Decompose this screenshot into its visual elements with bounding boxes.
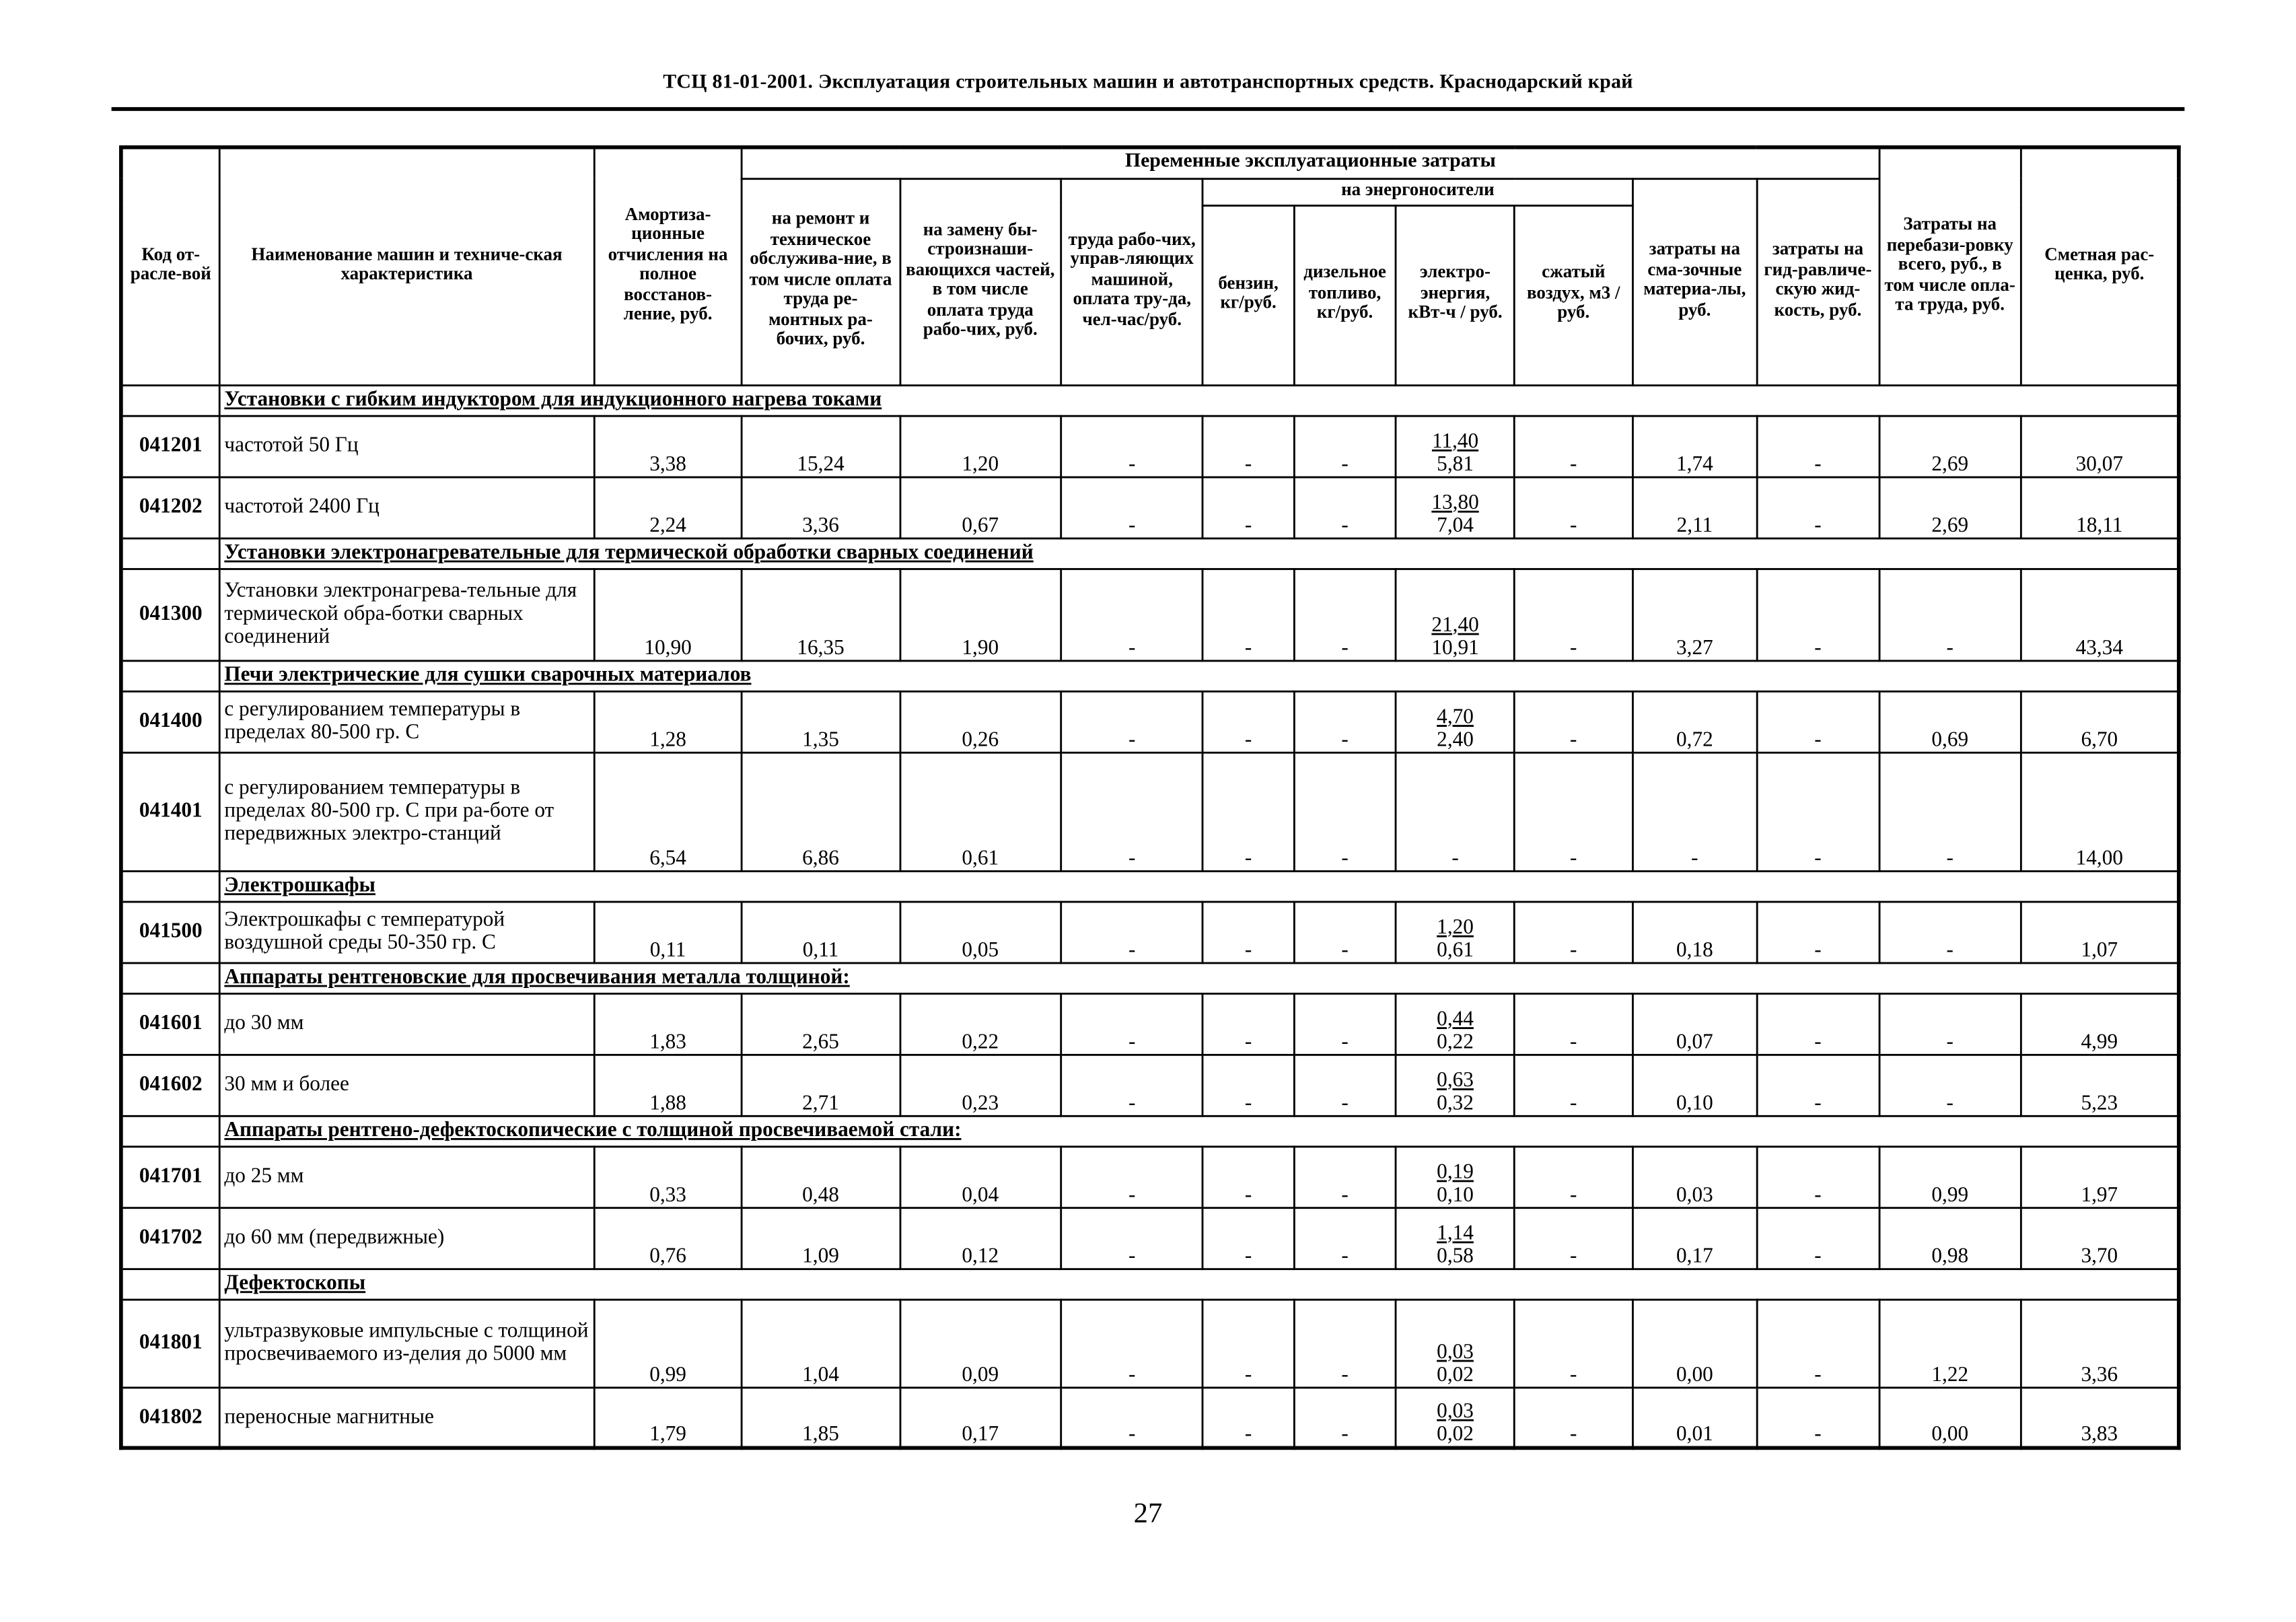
cell-hydraulic: - <box>1757 1145 1879 1207</box>
electric-rub: 0,61 <box>1437 938 1474 962</box>
cell-air: - <box>1514 1299 1633 1387</box>
cell-petrol: - <box>1203 752 1294 870</box>
cell-labor: - <box>1061 1207 1203 1268</box>
cell-estimate: 1,97 <box>2021 1145 2179 1207</box>
electric-kwh: 13,80 <box>1431 490 1479 514</box>
cell-hydraulic: - <box>1757 752 1879 870</box>
row-code: 041702 <box>121 1207 219 1268</box>
row-code: 041401 <box>121 752 219 870</box>
cell-rebase: - <box>1879 1054 2021 1115</box>
cell-air: - <box>1514 1054 1633 1115</box>
cell-electric <box>1396 691 1515 752</box>
cell-amort: 1,28 <box>594 691 742 752</box>
group-title: Аппараты рентгеновские для просвечивания металла толщиной: <box>219 962 2179 993</box>
cell-rebase: 0,69 <box>1879 691 2021 752</box>
electric-rub: 10,91 <box>1431 635 1479 660</box>
cell-lubricant: - <box>1633 752 1757 870</box>
cell-rebase: 2,69 <box>1879 477 2021 538</box>
cell-diesel: - <box>1293 993 1396 1054</box>
cell-lubricant: 1,74 <box>1633 415 1757 477</box>
cell-amort: 0,33 <box>594 1145 742 1207</box>
cell-rebase: 0,98 <box>1879 1207 2021 1268</box>
electric-kwh: 0,44 <box>1437 1007 1474 1030</box>
cell-repair: 0,48 <box>742 1145 899 1207</box>
cell-air: - <box>1514 1386 1633 1448</box>
cell-diesel: - <box>1293 1386 1396 1448</box>
cell-air: - <box>1514 901 1633 962</box>
electric-kwh: 11,40 <box>1431 429 1479 453</box>
cell-lubricant: 0,01 <box>1633 1386 1757 1448</box>
cell-hydraulic: - <box>1757 415 1879 477</box>
row-code: 041300 <box>121 568 219 660</box>
cell-electric <box>1396 752 1515 870</box>
electric-rub: 7,04 <box>1437 514 1474 537</box>
electric-rub: 0,32 <box>1437 1091 1474 1115</box>
cell-amort: 10,90 <box>594 568 742 660</box>
col-hydraulic-header: затраты на гид-равличе-скую жид-кость, руб. <box>1757 178 1879 384</box>
group-code-blank <box>121 384 219 415</box>
col-electric-header: электро-энергия, кВт-ч / руб. <box>1396 205 1515 384</box>
cell-labor: - <box>1061 1386 1203 1448</box>
cell-rebase: 0,00 <box>1879 1386 2021 1448</box>
cell-electric <box>1396 1207 1515 1268</box>
row-name: с регулированием температуры в пределах 80-500 гр. С <box>219 691 594 752</box>
page-number: 27 <box>1133 1500 1163 1530</box>
row-code: 041801 <box>121 1299 219 1387</box>
group-code-blank <box>121 962 219 993</box>
electric-kwh: 0,19 <box>1437 1160 1474 1183</box>
cell-lubricant: 0,07 <box>1633 993 1757 1054</box>
cell-amort: 0,76 <box>594 1207 742 1268</box>
document-header: ТСЦ 81-01-2001. Эксплуатация строительных машин и автотранспортных средств. Краснодарский край <box>663 72 1633 94</box>
row-name: Установки электронагрева-тельные для термической обра-ботки сварных соединений <box>219 568 594 660</box>
row-name: частотой 2400 Гц <box>219 477 594 538</box>
cell-repair: 2,65 <box>742 993 899 1054</box>
col-diesel-header: дизельное топливо, кг/руб. <box>1293 205 1396 384</box>
cell-lubricant: 0,03 <box>1633 1145 1757 1207</box>
group-code-blank <box>121 660 219 690</box>
electric-rub: - <box>1451 846 1459 870</box>
col-name-header: Наименование машин и техниче-ская характеристика <box>219 147 594 384</box>
col-lubricant-header: затраты на сма-зочные материа-лы, руб. <box>1633 178 1757 384</box>
group-title: Печи электрические для сушки сварочных материалов <box>219 660 2179 690</box>
cell-rebase: 0,99 <box>1879 1145 2021 1207</box>
cell-amort: 2,24 <box>594 477 742 538</box>
cell-estimate: 5,23 <box>2021 1054 2179 1115</box>
cell-lubricant: 0,00 <box>1633 1299 1757 1387</box>
row-code: 041201 <box>121 415 219 477</box>
electric-kwh: 1,20 <box>1437 915 1474 938</box>
cell-air: - <box>1514 477 1633 538</box>
col-variable-group-header: Переменные эксплуатационные затраты <box>742 147 1879 178</box>
cell-rebase: - <box>1879 993 2021 1054</box>
group-code-blank <box>121 538 219 568</box>
electric-kwh: 0,03 <box>1437 1339 1474 1363</box>
cell-air: - <box>1514 993 1633 1054</box>
cell-labor: - <box>1061 1145 1203 1207</box>
col-energy-group-header: на энергоносители <box>1203 178 1633 205</box>
cell-repair: 3,36 <box>742 477 899 538</box>
cell-parts: 0,09 <box>900 1299 1061 1387</box>
cell-hydraulic: - <box>1757 568 1879 660</box>
cell-diesel: - <box>1293 901 1396 962</box>
cell-amort: 1,79 <box>594 1386 742 1448</box>
cell-electric <box>1396 1145 1515 1207</box>
cell-labor: - <box>1061 568 1203 660</box>
cell-hydraulic: - <box>1757 901 1879 962</box>
cell-electric <box>1396 568 1515 660</box>
cell-hydraulic: - <box>1757 1207 1879 1268</box>
cell-parts: 0,26 <box>900 691 1061 752</box>
cell-repair: 1,35 <box>742 691 899 752</box>
electric-kwh: 0,03 <box>1437 1400 1474 1423</box>
row-name: с регулированием температуры в пределах 80-500 гр. С при ра-боте от передвижных электро-станций <box>219 752 594 870</box>
cell-petrol: - <box>1203 1054 1294 1115</box>
cell-hydraulic: - <box>1757 691 1879 752</box>
cell-petrol: - <box>1203 415 1294 477</box>
cell-labor: - <box>1061 752 1203 870</box>
cell-parts: 0,61 <box>900 752 1061 870</box>
group-title: Установки электронагревательные для термической обработки сварных соединений <box>219 538 2179 568</box>
col-amort-header: Амортиза-ционные отчисления на полное восстанов-ление, руб. <box>594 147 742 384</box>
cell-air: - <box>1514 1145 1633 1207</box>
row-code: 041500 <box>121 901 219 962</box>
cell-petrol: - <box>1203 993 1294 1054</box>
cell-amort: 0,11 <box>594 901 742 962</box>
cell-repair: 0,11 <box>742 901 899 962</box>
cell-amort: 6,54 <box>594 752 742 870</box>
cell-diesel: - <box>1293 415 1396 477</box>
cell-diesel: - <box>1293 1145 1396 1207</box>
group-title: Электрошкафы <box>219 870 2179 901</box>
cell-electric <box>1396 901 1515 962</box>
electric-rub: 0,58 <box>1437 1244 1474 1267</box>
row-name: 30 мм и более <box>219 1054 594 1115</box>
cell-lubricant: 2,11 <box>1633 477 1757 538</box>
cell-estimate: 4,99 <box>2021 993 2179 1054</box>
cell-estimate: 30,07 <box>2021 415 2179 477</box>
cell-parts: 0,23 <box>900 1054 1061 1115</box>
cell-parts: 0,17 <box>900 1386 1061 1448</box>
cell-estimate: 3,70 <box>2021 1207 2179 1268</box>
col-estimate-header: Сметная рас-ценка, руб. <box>2021 147 2179 384</box>
cell-petrol: - <box>1203 1299 1294 1387</box>
row-code: 041701 <box>121 1145 219 1207</box>
cell-petrol: - <box>1203 691 1294 752</box>
cell-repair: 6,86 <box>742 752 899 870</box>
cell-labor: - <box>1061 477 1203 538</box>
electric-kwh: 21,40 <box>1431 612 1479 636</box>
cell-repair: 1,04 <box>742 1299 899 1387</box>
row-name: до 30 мм <box>219 993 594 1054</box>
cell-petrol: - <box>1203 568 1294 660</box>
col-repair-header: на ремонт и техническое обслужива-ние, в том числе оплата труда ре-монтных ра-бочих, руб. <box>742 178 899 384</box>
electric-rub: 0,02 <box>1437 1362 1474 1386</box>
electric-kwh: 1,14 <box>1437 1221 1474 1244</box>
cell-labor: - <box>1061 1299 1203 1387</box>
cell-repair: 15,24 <box>742 415 899 477</box>
row-code: 041602 <box>121 1054 219 1115</box>
cell-estimate: 14,00 <box>2021 752 2179 870</box>
cell-hydraulic: - <box>1757 1299 1879 1387</box>
rates-table <box>119 145 2181 1450</box>
cell-diesel: - <box>1293 1299 1396 1387</box>
cell-air: - <box>1514 752 1633 870</box>
cell-diesel: - <box>1293 691 1396 752</box>
cell-amort: 1,83 <box>594 993 742 1054</box>
cell-repair: 16,35 <box>742 568 899 660</box>
row-name: до 60 мм (передвижные) <box>219 1207 594 1268</box>
cell-rebase: - <box>1879 568 2021 660</box>
cell-electric <box>1396 477 1515 538</box>
cell-diesel: - <box>1293 752 1396 870</box>
row-code: 041802 <box>121 1386 219 1448</box>
cell-petrol: - <box>1203 1386 1294 1448</box>
row-name: переносные магнитные <box>219 1386 594 1448</box>
cell-petrol: - <box>1203 477 1294 538</box>
col-petrol-header: бензин, кг/руб. <box>1203 205 1294 384</box>
col-parts-header: на замену бы-строизнаши-вающихся частей, в том числе оплата труда рабо-чих, руб. <box>900 178 1061 384</box>
cell-air: - <box>1514 415 1633 477</box>
cell-petrol: - <box>1203 1207 1294 1268</box>
cell-diesel: - <box>1293 1054 1396 1115</box>
cell-rebase: - <box>1879 752 2021 870</box>
cell-repair: 1,85 <box>742 1386 899 1448</box>
cell-air: - <box>1514 568 1633 660</box>
electric-rub: 0,02 <box>1437 1423 1474 1446</box>
cell-electric <box>1396 1054 1515 1115</box>
cell-rebase: 1,22 <box>1879 1299 2021 1387</box>
cell-air: - <box>1514 1207 1633 1268</box>
cell-estimate: 6,70 <box>2021 691 2179 752</box>
col-labor-header: труда рабо-чих, управ-ляющих машиной, оплата тру-да, чел-час/руб. <box>1061 178 1203 384</box>
cell-electric <box>1396 993 1515 1054</box>
cell-electric <box>1396 1386 1515 1448</box>
col-air-header: сжатый воздух, м3 / руб. <box>1514 205 1633 384</box>
electric-rub: 5,81 <box>1437 452 1474 476</box>
cell-amort: 0,99 <box>594 1299 742 1387</box>
cell-hydraulic: - <box>1757 993 1879 1054</box>
cell-labor: - <box>1061 993 1203 1054</box>
electric-kwh: 0,63 <box>1437 1068 1474 1092</box>
cell-parts: 0,05 <box>900 901 1061 962</box>
cell-repair: 2,71 <box>742 1054 899 1115</box>
cell-estimate: 3,36 <box>2021 1299 2179 1387</box>
cell-amort: 1,88 <box>594 1054 742 1115</box>
cell-parts: 0,67 <box>900 477 1061 538</box>
cell-repair: 1,09 <box>742 1207 899 1268</box>
col-rebase-header: Затраты на перебази-ровку всего, руб., в том числе опла-та труда, руб. <box>1879 147 2021 384</box>
electric-rub: 0,22 <box>1437 1030 1474 1053</box>
cell-estimate: 3,83 <box>2021 1386 2179 1448</box>
cell-hydraulic: - <box>1757 1054 1879 1115</box>
cell-amort: 3,38 <box>594 415 742 477</box>
cell-hydraulic: - <box>1757 1386 1879 1448</box>
cell-diesel: - <box>1293 568 1396 660</box>
row-code: 041202 <box>121 477 219 538</box>
cell-labor: - <box>1061 1054 1203 1115</box>
row-code: 041400 <box>121 691 219 752</box>
col-code-header: Код от-расле-вой <box>121 147 219 384</box>
electric-rub: 2,40 <box>1437 728 1474 751</box>
cell-petrol: - <box>1203 901 1294 962</box>
electric-kwh: 4,70 <box>1437 705 1474 728</box>
cell-lubricant: 0,17 <box>1633 1207 1757 1268</box>
cell-electric <box>1396 415 1515 477</box>
row-name: Электрошкафы с температурой воздушной среды 50-350 гр. С <box>219 901 594 962</box>
cell-estimate: 43,34 <box>2021 568 2179 660</box>
cell-petrol: - <box>1203 1145 1294 1207</box>
cell-lubricant: 3,27 <box>1633 568 1757 660</box>
cell-parts: 1,90 <box>900 568 1061 660</box>
cell-rebase: 2,69 <box>1879 415 2021 477</box>
cell-lubricant: 0,72 <box>1633 691 1757 752</box>
cell-air: - <box>1514 691 1633 752</box>
cell-lubricant: 0,18 <box>1633 901 1757 962</box>
cell-estimate: 1,07 <box>2021 901 2179 962</box>
cell-diesel: - <box>1293 1207 1396 1268</box>
cell-hydraulic: - <box>1757 477 1879 538</box>
row-name: ультразвуковые импульсные с толщиной просвечиваемого из-делия до 5000 мм <box>219 1299 594 1387</box>
group-title: Дефектоскопы <box>219 1268 2179 1298</box>
cell-lubricant: 0,10 <box>1633 1054 1757 1115</box>
cell-parts: 0,12 <box>900 1207 1061 1268</box>
group-title: Аппараты рентгено-дефектоскопические с толщиной просвечиваемой стали: <box>219 1115 2179 1145</box>
cell-parts: 0,22 <box>900 993 1061 1054</box>
cell-parts: 1,20 <box>900 415 1061 477</box>
cell-estimate: 18,11 <box>2021 477 2179 538</box>
cell-parts: 0,04 <box>900 1145 1061 1207</box>
group-title: Установки с гибким индуктором для индукционного нагрева токами <box>219 384 2179 415</box>
cell-diesel: - <box>1293 477 1396 538</box>
electric-rub: 0,10 <box>1437 1183 1474 1206</box>
cell-electric <box>1396 1299 1515 1387</box>
cell-labor: - <box>1061 901 1203 962</box>
group-code-blank <box>121 1115 219 1145</box>
group-code-blank <box>121 1268 219 1298</box>
group-code-blank <box>121 870 219 901</box>
header-rule <box>112 107 2185 111</box>
row-name: частотой 50 Гц <box>219 415 594 477</box>
cell-labor: - <box>1061 415 1203 477</box>
row-name: до 25 мм <box>219 1145 594 1207</box>
cell-labor: - <box>1061 691 1203 752</box>
cell-rebase: - <box>1879 901 2021 962</box>
row-code: 041601 <box>121 993 219 1054</box>
